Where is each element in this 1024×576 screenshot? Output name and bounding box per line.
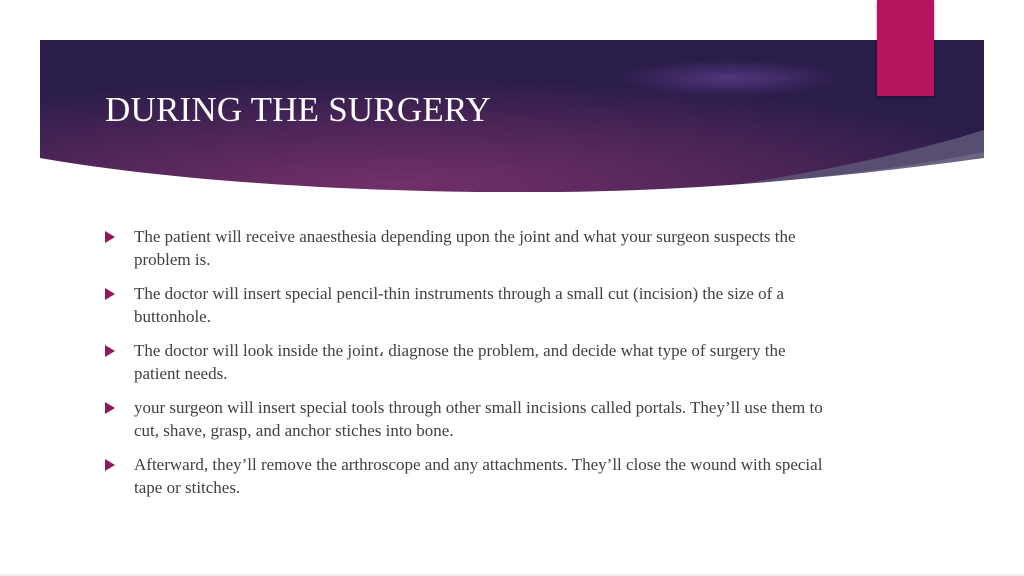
bullet-text: Afterward, they’ll remove the arthroscope and any attachments. They’ll close the wound with special tape or stitches.: [134, 455, 823, 497]
bullet-item: [105, 339, 825, 385]
right-triangle-icon: [105, 345, 115, 357]
right-triangle-icon: [105, 288, 115, 300]
right-triangle-icon: [105, 402, 115, 414]
bullet-item: [105, 453, 825, 499]
bullet-text: your surgeon will insert special tools through other small incisions called portals. They’ll use them to cut, shave, grasp, and anchor stiches into bone.: [134, 398, 823, 440]
bullet-list: [105, 225, 825, 510]
bullet-text: The doctor will insert special pencil-thin instruments through a small cut (incision) the size of a buttonhole.: [134, 284, 785, 326]
right-triangle-icon: [105, 459, 115, 471]
slide-title: DURING THE SURGERY: [105, 90, 492, 129]
bullet-text: The patient will receive anaesthesia depending upon the joint and what your surgeon suspects the problem is.: [134, 227, 796, 269]
accent-tab: [877, 0, 934, 96]
bullet-item: [105, 225, 825, 271]
bullet-text: The doctor will look inside the joint، diagnose the problem, and decide what type of surgery the patient needs.: [134, 341, 786, 383]
right-triangle-icon: [105, 231, 115, 243]
bullet-item: [105, 282, 825, 328]
bullet-item: [105, 396, 825, 442]
